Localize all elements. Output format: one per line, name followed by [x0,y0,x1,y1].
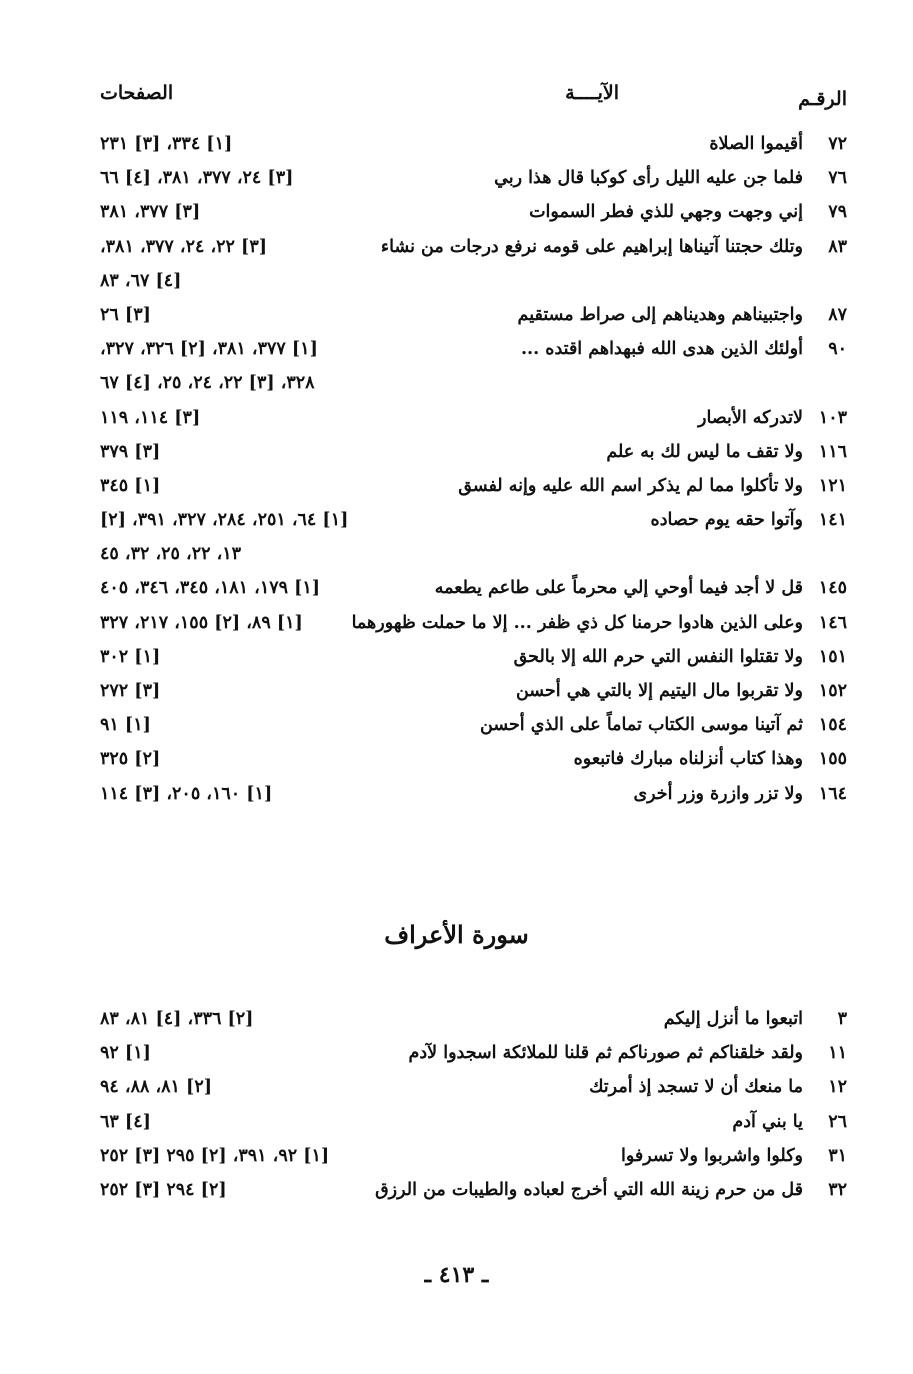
verse-number: ١٥١ [818,646,847,667]
verse-number: ٨٣ [828,236,847,257]
page-references: [١] ٩١ [100,715,151,736]
index-row [100,438,847,472]
page-references: [١] ٩٢ [100,1043,151,1064]
index-row [100,1039,847,1073]
verse-number: ١٤٥ [818,578,847,599]
verse-text: وتلك حجتنا آتيناها إبراهيم على قومه نرفع درجات من نشاء [380,236,803,257]
page-references: [٢] ٢٩٤ [٣] ٢٥٢ [100,1179,227,1200]
page-references: [١] ٣٠٢ [100,646,161,667]
verse-text: قل من حرم زينة الله التي أخرج لعباده والطيبات من الرزق [375,1179,803,1200]
verse-number: ١٤١ [818,510,847,531]
page-references: [٤] ٦٣ [100,1111,151,1132]
page-references: [١] ٣٧٧، ٣٨١، [٢] ٣٢٦، ٣٢٧، [100,339,318,360]
index-row [100,472,847,506]
verse-number: ١٥٢ [818,681,847,701]
table-header [100,82,847,118]
index-row [100,1073,847,1107]
page-references: [٢] ٨١، ٨٨، ٩٤ [100,1077,212,1098]
verse-text: وكلوا واشربوا ولا تسرفوا [621,1145,803,1166]
verse-text: ولا تقربوا مال اليتيم إلا بالتي هي أحسن [515,681,803,701]
verse-text: واجتبيناهم وهديناهم إلى صراط مستقيم [517,304,803,325]
surah-title: سورة الأعراف [384,920,529,949]
verse-index-list [100,130,847,814]
verse-number: ٢٦ [828,1111,847,1132]
verse-number: ١٠٣ [818,407,847,428]
verse-number: ١٥٥ [818,749,847,770]
verse-number: ١١٦ [818,441,847,462]
index-row [100,164,847,198]
verse-number: ١٥٤ [818,715,847,736]
index-row [100,574,847,608]
page-references: [٣] ١١٤، ١١٩ [100,407,201,428]
index-row [100,506,847,540]
page-references: [١] ٩٢، ٣٩١، [٢] ٢٩٥ [٣] ٢٥٢ [100,1145,330,1166]
index-row [100,233,847,267]
index-row [100,198,847,232]
verse-text: يا بني آدم [732,1111,803,1132]
page-references: [٣] ٢٢، ٢٤، ٣٧٧، ٣٨١، [100,236,267,257]
page-references: ١٣، ٢٢، ٢٥، ٣٢، ٤٥ [100,544,242,565]
verse-number: ٣٢ [828,1179,847,1200]
index-row [100,1142,847,1176]
header-pages-label: الصفحات [100,82,174,104]
verse-text: أقيموا الصلاة [709,134,803,154]
page-references: [١] ٣٣٤، [٣] ٢٣١ [100,134,233,154]
verse-text: وآتوا حقه يوم حصاده [650,510,803,531]
verse-number: ١٢ [828,1077,847,1098]
page-references: [١] ٦٤، ٢٥١، ٢٨٤، ٣٢٧، ٣٩١، [٢] [100,510,349,531]
verse-text: ما منعك أن لا تسجد إذ أمرتك [589,1077,803,1098]
verse-number: ٩٠ [828,339,847,360]
verse-text: ولا تزر وازرة وزر أخرى [633,783,803,804]
index-row [100,404,847,438]
page-references: [١] ١٦٠، ٢٠٥، [٣] ١١٤ [100,783,273,804]
verse-text: ولقد خلقناكم ثم صورناكم ثم قلنا للملائكة اسجدوا لآدم [408,1043,803,1064]
index-row [100,609,847,643]
index-row [100,1176,847,1210]
verse-number: ١١ [828,1043,847,1064]
page-references: [٣] ٢٧٢ [100,681,161,701]
index-row [100,780,847,814]
index-row-continuation [100,267,847,301]
verse-number: ١٦٤ [818,783,847,804]
verse-text: وعلى الذين هادوا حرمنا كل ذي ظفر ... إلا ما حملت ظهورهما [351,612,803,633]
verse-text: فلما جن عليه الليل رأى كوكبا قال هذا ربي [494,168,803,189]
verse-number: ٧٩ [828,202,847,223]
page-references: [٣] ٣٧٧، ٣٨١ [100,202,201,223]
header-verse-label: الآيــــة [565,82,619,104]
index-row [100,643,847,677]
verse-number: ٣ [837,1009,847,1029]
verse-text: قل لا أجد فيما أوحي إلي محرماً على طاعم يطعمه [434,578,803,599]
page-references: [٣] ٢٤، ٣٧٧، ٣٨١، [٤] ٦٦ [100,168,294,189]
index-row [100,301,847,335]
verse-text: إني وجهت وجهي للذي فطر السموات [529,202,803,223]
index-row-continuation [100,369,847,403]
page-references: [١] ١٧٩، ١٨١، ٣٤٥، ٣٤٦، ٤٠٥ [100,578,321,599]
verse-number: ٧٦ [828,168,847,189]
page-references: [٣] ٢٦ [100,304,151,325]
verse-text: وهذا كتاب أنزلناه مبارك فاتبعوه [573,749,803,770]
verse-number: ٣١ [828,1145,847,1166]
index-row-continuation [100,540,847,574]
page-references: [٢] ٣٢٥ [100,749,161,770]
index-row [100,677,847,711]
page-references: [١] ٨٩، [٢] ١٥٥، ٢١٧، ٣٢٧ [100,612,303,633]
verse-index-list-araf [100,1005,847,1210]
verse-number: ٧٢ [828,134,847,154]
verse-text: اتبعوا ما أنزل إليكم [663,1009,803,1029]
page-references: [٤] ٦٧، ٨٣ [100,270,182,291]
verse-number: ١٢١ [818,475,847,496]
index-row [100,1108,847,1142]
page-references: [٣] ٣٧٩ [100,441,161,462]
verse-number: ٨٧ [828,304,847,325]
page-number: ـ ٤١٣ ـ [424,1262,489,1288]
verse-text: ولا تأكلوا مما لم يذكر اسم الله عليه وإنه لفسق [458,475,803,496]
index-row [100,745,847,779]
index-row [100,1005,847,1039]
page-references: ٣٢٨، [٣] ٢٢، ٢٤، ٢٥، [٤] ٦٧ [100,373,315,394]
page-references: [٢] ٣٣٦، [٤] ٨١، ٨٣ [100,1009,254,1029]
verse-text: ولا تقف ما ليس لك به علم [606,441,803,462]
index-row [100,130,847,164]
index-row [100,711,847,745]
verse-text: ولا تقتلوا النفس التي حرم الله إلا بالحق [513,646,803,667]
verse-number: ١٤٦ [818,612,847,633]
page-references: [١] ٣٤٥ [100,475,161,496]
verse-text: لاتدركه الأبصار [698,407,803,428]
verse-text: أولئك الذين هدى الله فبهداهم اقتده ... [520,339,803,360]
index-row [100,335,847,369]
header-number-label: الرقـم [798,88,847,110]
verse-text: ثم آتينا موسى الكتاب تماماً على الذي أحسن [480,715,803,736]
